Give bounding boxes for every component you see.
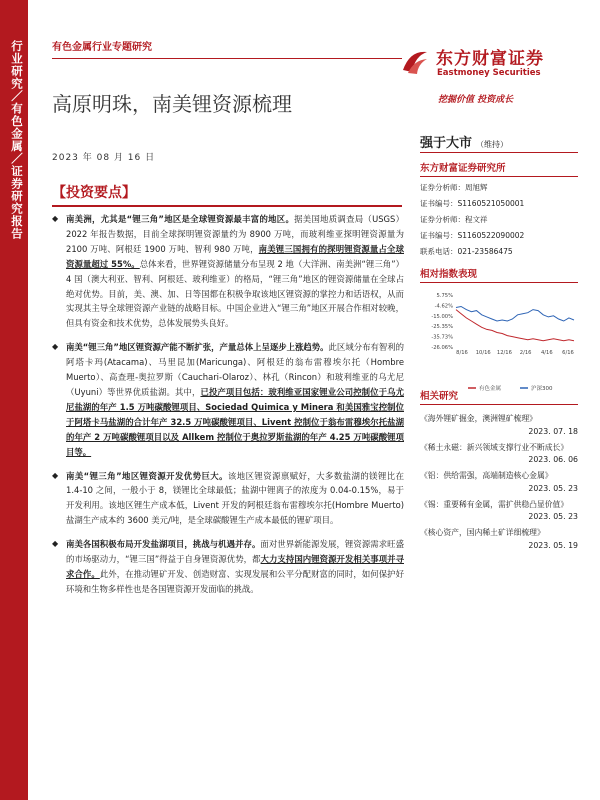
y-tick-label: -35.73% — [431, 334, 453, 341]
key-point-body: 该地区锂资源禀赋好，大多数盐湖的镁锂比在 1.4-10 之间，一般小于 8，镁锂比全球最低；盐湖中锂离子的浓度为 0.04-0.15%，易于开发利用。该地区锂生产成本低，Livent 开发的阿根廷翁布雷穆埃尔托(Hombre Muerto)盐湖生产成本约 3600 美元/吨，是全球碳酸锂生产成本最低的锂矿项目。 — [66, 470, 404, 526]
related-report-link[interactable]: 《稀土永磁：新兴领域支撑行业不断成长》 — [420, 442, 569, 452]
analyst-divider — [420, 176, 578, 177]
key-point-lead: 南美“锂三角”地区锂资源开发优势巨大。 — [66, 470, 228, 481]
industry-rating — [420, 132, 578, 151]
diamond-bullet-icon: ◆ — [52, 539, 59, 549]
key-point-lead: 南美“锂三角”地区锂资源产能不断扩张，产量总体上呈逐步上涨趋势。 — [66, 342, 329, 353]
related-report-link[interactable]: 《铝：供给需强，高端制造核心金属》 — [420, 471, 553, 480]
report-category: 有色金属行业专题研究 — [52, 42, 152, 53]
series-line-0 — [456, 310, 574, 341]
section-divider — [52, 205, 402, 207]
rating-note: （维持） — [476, 140, 509, 149]
key-point-emphasis: 南美锂三国拥有的探明锂资源量占全球资源量超过 55%。 — [66, 243, 404, 269]
y-tick-label: -25.35% — [431, 324, 453, 331]
y-tick-label: -4.62% — [434, 303, 453, 310]
key-point-tail: 总体来看，世界锂资源储量分布呈现 2 地（大洋洲、南美洲“锂三角”）4 国（澳大利亚、智利、阿根廷、玻利维亚）的格局，“锂三角”地区的锂资源储量在全球占绝对优势。目前，美、澳、加、日等国都在积极争取该地区锂资源的掌控力和话语权，从而实现其主导全球锂资源产业链的战略目标。中国企业进入“锂三角”地区开展合作相对较晚，但具有资金和技术优势，总体发展势头良好。 — [66, 258, 404, 329]
brand-name-en: Eastmoney Securities — [437, 68, 541, 78]
legend-label: 有色金属 — [479, 386, 502, 392]
related-report-link[interactable]: 《核心资产，国内稀土矿详细梳理》 — [420, 528, 545, 537]
x-tick-label: 10/16 — [475, 350, 491, 356]
diamond-bullet-icon: ◆ — [52, 342, 59, 352]
key-point-body: 此区域分布有智利的阿塔卡玛(Atacama)、马里昆加(Maricunga)、阿根廷的翁布雷穆埃尔托（Hombre Muerto）、高查理-奥拉罗斯（Cauchari-Olaroz）、林孔（Rincon）和玻利维亚的乌尤尼（Uyuni）等世界优质盐湖。其中， — [66, 342, 404, 397]
key-point-tail: 此外，在推动锂矿开发、创造财富、实现发展和公平分配财富的同时，如何保护好环境和生物多样性也是各国锂资源开发面临的挑战。 — [66, 568, 405, 594]
x-tick-label: 4/16 — [540, 350, 553, 356]
analyst-line: 证书编号：S1160521050001 — [420, 199, 525, 208]
series-line-1 — [456, 307, 574, 322]
key-point-lead: 南美各国积极布局开发盐湖项目，挑战与机遇并存。 — [66, 539, 261, 550]
y-tick-label: 5.75% — [436, 293, 453, 299]
key-point-lead: 南美洲，尤其是“锂三角”地区是全球锂资源最丰富的地区。 — [66, 214, 295, 224]
report-title: 高原明珠，南美锂资源梳理 — [52, 92, 292, 116]
brand-mark-icon — [400, 46, 430, 76]
key-points — [52, 212, 404, 606]
chart-title: 相对指数表现 — [420, 269, 478, 280]
key-point — [52, 340, 404, 459]
legend-label: 沪深300 — [531, 386, 553, 392]
x-tick-label: 2/16 — [519, 350, 532, 356]
key-point — [52, 212, 404, 331]
related-report-link[interactable]: 《海外锂矿掘金，澳洲锂矿梳理》 — [420, 414, 537, 423]
related-report-link[interactable]: 《锡：重要稀有金属，需扩供稳凸显价值》 — [420, 499, 569, 509]
related-divider — [420, 404, 578, 405]
y-tick-label: -26.06% — [431, 345, 453, 351]
header-divider — [52, 58, 402, 59]
rating-divider — [420, 152, 578, 153]
x-tick-label: 12/16 — [496, 350, 512, 356]
rating-label: 强于大市 — [420, 136, 473, 151]
brand-logo — [400, 40, 575, 86]
report-date: 2023 年 08 月 16 日 — [52, 153, 156, 163]
chart-divider — [420, 282, 578, 283]
analyst-line: 联系电话：021-23586475 — [420, 247, 513, 256]
analyst-line: 证书编号：S1160522090002 — [420, 231, 525, 240]
key-point-body: 面对世界新能源发展，锂资源需求旺盛的市场驱动力，“锂三国”得益于自身锂资源优势，都 — [66, 539, 405, 565]
diamond-bullet-icon: ◆ — [52, 470, 59, 480]
side-category-band — [0, 0, 28, 800]
related-report-date: 2023. 07. 18 — [528, 426, 578, 436]
related-research-list — [420, 413, 578, 556]
section-heading: 【投资要点】 — [52, 185, 136, 201]
diamond-bullet-icon: ◆ — [52, 214, 59, 223]
x-tick-label: 6/16 — [562, 350, 574, 356]
related-heading: 相关研究 — [420, 391, 459, 402]
related-report-date: 2023. 06. 06 — [528, 455, 578, 464]
analyst-line: 证券分析师：程文祥 — [420, 215, 488, 224]
analyst-heading: 东方财富证券研究所 — [420, 163, 506, 174]
brand-slogan: 挖掘价值 投资成长 — [438, 95, 514, 105]
y-tick-label: -15.00% — [431, 313, 453, 320]
x-tick-label: 8/16 — [456, 350, 468, 356]
key-point — [52, 469, 404, 529]
related-report-date: 2023. 05. 23 — [528, 483, 578, 493]
key-point-emphasis: 大力支持国内锂资源开发相关事项并寻求合作。 — [66, 554, 404, 579]
analyst-line: 证券分析师：周旭辉 — [420, 183, 488, 192]
key-point-emphasis: 已投产项目包括：玻利维亚国家锂业公司控制位于乌尤尼盐湖的年产 1.5 万吨碳酸锂项目、Sociedad Quimica y Minera 和美国雅宝控制位于阿塔卡马盐湖的合计年产 32.5 万吨碳酸锂项目、Livent 控制位于翁布雷穆埃尔托盐湖的年产 2 万吨碳酸锂项目以及 Allkem 控制位于奥拉罗斯盐湖的年产 4.25 万吨碳酸锂项目等。 — [66, 386, 404, 457]
related-report-date: 2023. 05. 19 — [528, 540, 578, 550]
side-category-text: 行业研究／有色金属／证券研究报告 — [10, 40, 24, 240]
brand-name-cn: 东方财富证券 — [436, 49, 544, 69]
key-point-body: 据美国地质调查局（USGS）2022 年报告数据，目前全球探明锂资源量约为 8900 万吨，而玻利维亚探明锂资源量为 2100 万吨、阿根廷 1900 万吨、智利 980 万吨， — [66, 214, 404, 254]
key-point — [52, 537, 404, 597]
related-report-date: 2023. 05. 23 — [528, 512, 578, 521]
